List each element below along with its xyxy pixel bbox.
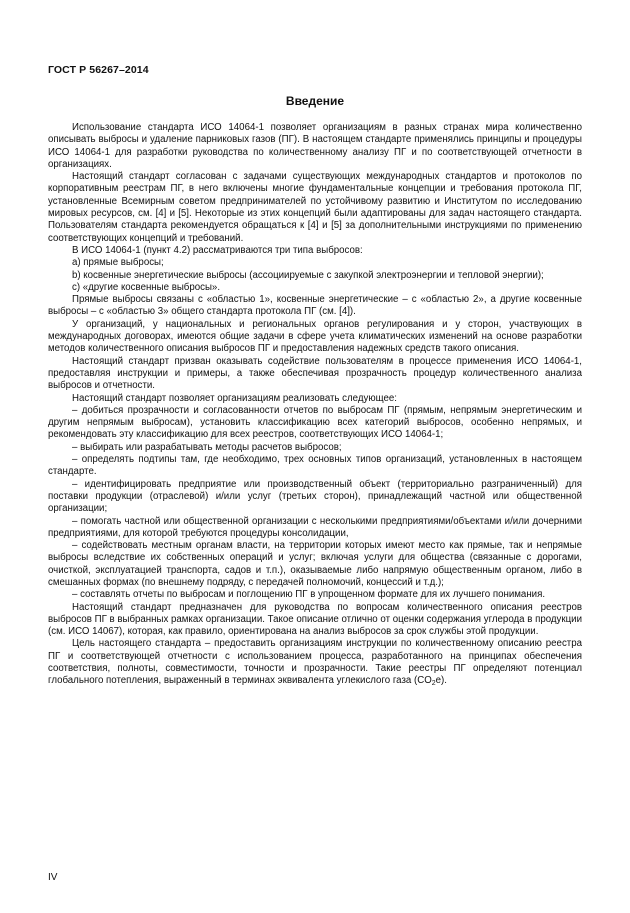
dash-item: – содействовать местным органам власти, на территории которых имеют место как прямые, так и непрямые выбросы вследствие их собственных операций и услуг; включая услуги для общества (связанные с дорогами, очисткой, эксплуатацией транспорта, садов и т.п.), оказываемые либо напрямую общественным органом, либо в смешанных формах (по внешнему подряду, с передачей полномочий, концессий и т.д.);: [48, 540, 582, 588]
standard-header: ГОСТ Р 56267–2014: [48, 64, 149, 76]
paragraph: Прямые выбросы связаны с «областью 1», косвенные энергетические – с «областью 2», а другие косвенные выбросы – с «областью 3» общего стандарта протокола ПГ (см. [4]).: [48, 294, 582, 318]
list-item: с) «другие косвенные выбросы».: [72, 281, 221, 293]
list-item: b) косвенные энергетические выбросы (ассоциируемые с закупкой электроэнергии и тепловой энергии);: [72, 269, 544, 281]
dash-item: – помогать частной или общественной организации с несколькими предприятиями/объектами и/или дочерними предприятиями, для которой требуются процедуры консолидации,: [48, 515, 582, 539]
paragraph: У организаций, у национальных и региональных органов регулирования и у сторон, участвующих в международных договорах, имеются общие задачи в сфере учета климатических изменений на основе разработки методов количественного описания выбросов ПГ и предоставления надежных средств такого описания.: [48, 318, 582, 355]
paragraph: Настоящий стандарт согласован с задачами существующих международных стандартов и протоколов по корпоративным реестрам ПГ, в него включены многие фундаментальные концепции и требования протокола ПГ, установленные Всемирным советом предпринимателей по устойчивому развитию и Институтом по исследованию мировых ресурсов, см. [4] и [5]. Некоторые из этих концепций были адаптированы для задач настоящего стандарта. Пользователям стандарта рекомендуется обращаться к [4] и [5] за дополнительными инструкциями по применению соответствующих концепций и требований.: [48, 171, 582, 244]
dash-item: – определять подтипы там, где необходимо, трех основных типов организаций, установленных в настоящем стандарте.: [48, 454, 582, 478]
section-body: [48, 122, 582, 688]
subscript: 2: [431, 680, 436, 688]
paragraph: В ИСО 14064-1 (пункт 4.2) рассматриваются три типа выбросов:: [72, 244, 363, 256]
section-title: Введение: [285, 94, 345, 108]
paragraph-text: Цель настоящего стандарта – предоставить организациям инструкции по количественному описанию реестра ПГ и соответствующей отчетности с использованием процесса, разработанного на принципах обеспечения соответствия, полноты, совместимости, точности и прозрачности. Такие реестры ПГ определяют потенциал глобального потепления, выраженный в терминах эквивалента углекислого газа (CO: [48, 638, 582, 687]
dash-item: – идентифицировать предприятие или производственный объект (территориально разграниченный) для поставки продукции (отраслевой) и/или услуг (третьих сторон), принадлежащий частной или общественной организации;: [48, 478, 582, 515]
dash-item: – выбирать или разрабатывать методы расчетов выбросов;: [72, 441, 342, 453]
dash-item: – добиться прозрачности и согласованности отчетов по выбросам ПГ (прямым, непрямым энергетическим и другим непрямым выбросам), установить классификацию всех категорий выбросов, особенно непрямых, и рекомендовать эту классификацию для всех реестров, соответствующих ИСО 14064-1;: [48, 404, 582, 441]
paragraph: Настоящий стандарт предназначен для руководства по вопросам количественного описания реестров выбросов ПГ в выбранных рамках организации. Такое описание отлично от оценки содержания углерода в продукции (см. ИСО 14067), которая, как правило, ориентирована на анализ выбросов за срок службы этой продукции.: [48, 601, 582, 638]
dash-item: – составлять отчеты по выбросам и поглощению ПГ в упрощенном формате для их лучшего понимания.: [72, 589, 546, 601]
paragraph: Использование стандарта ИСО 14064-1 позволяет организациям в разных странах мира количественно описывать выбросы и удаление парниковых газов (ПГ). В настоящем стандарте применялись принципы и процедуры ИСО 14064-1 для разработки руководства по количественному анализу ПГ и по соответствующей отчетности в организациях.: [48, 122, 582, 170]
paragraph: Настоящий стандарт призван оказывать содействие пользователям в процессе применения ИСО 14064-1, предоставляя инструкции и примеры, а также обеспечивая прозрачность процедур количественного анализа выбросов и отчетности.: [48, 355, 582, 392]
paragraph: Настоящий стандарт позволяет организациям реализовать следующее:: [72, 392, 397, 404]
page-number: IV: [48, 872, 58, 883]
paragraph: [48, 638, 582, 687]
list-item: а) прямые выбросы;: [72, 257, 164, 269]
paragraph-tail: e).: [435, 675, 447, 687]
